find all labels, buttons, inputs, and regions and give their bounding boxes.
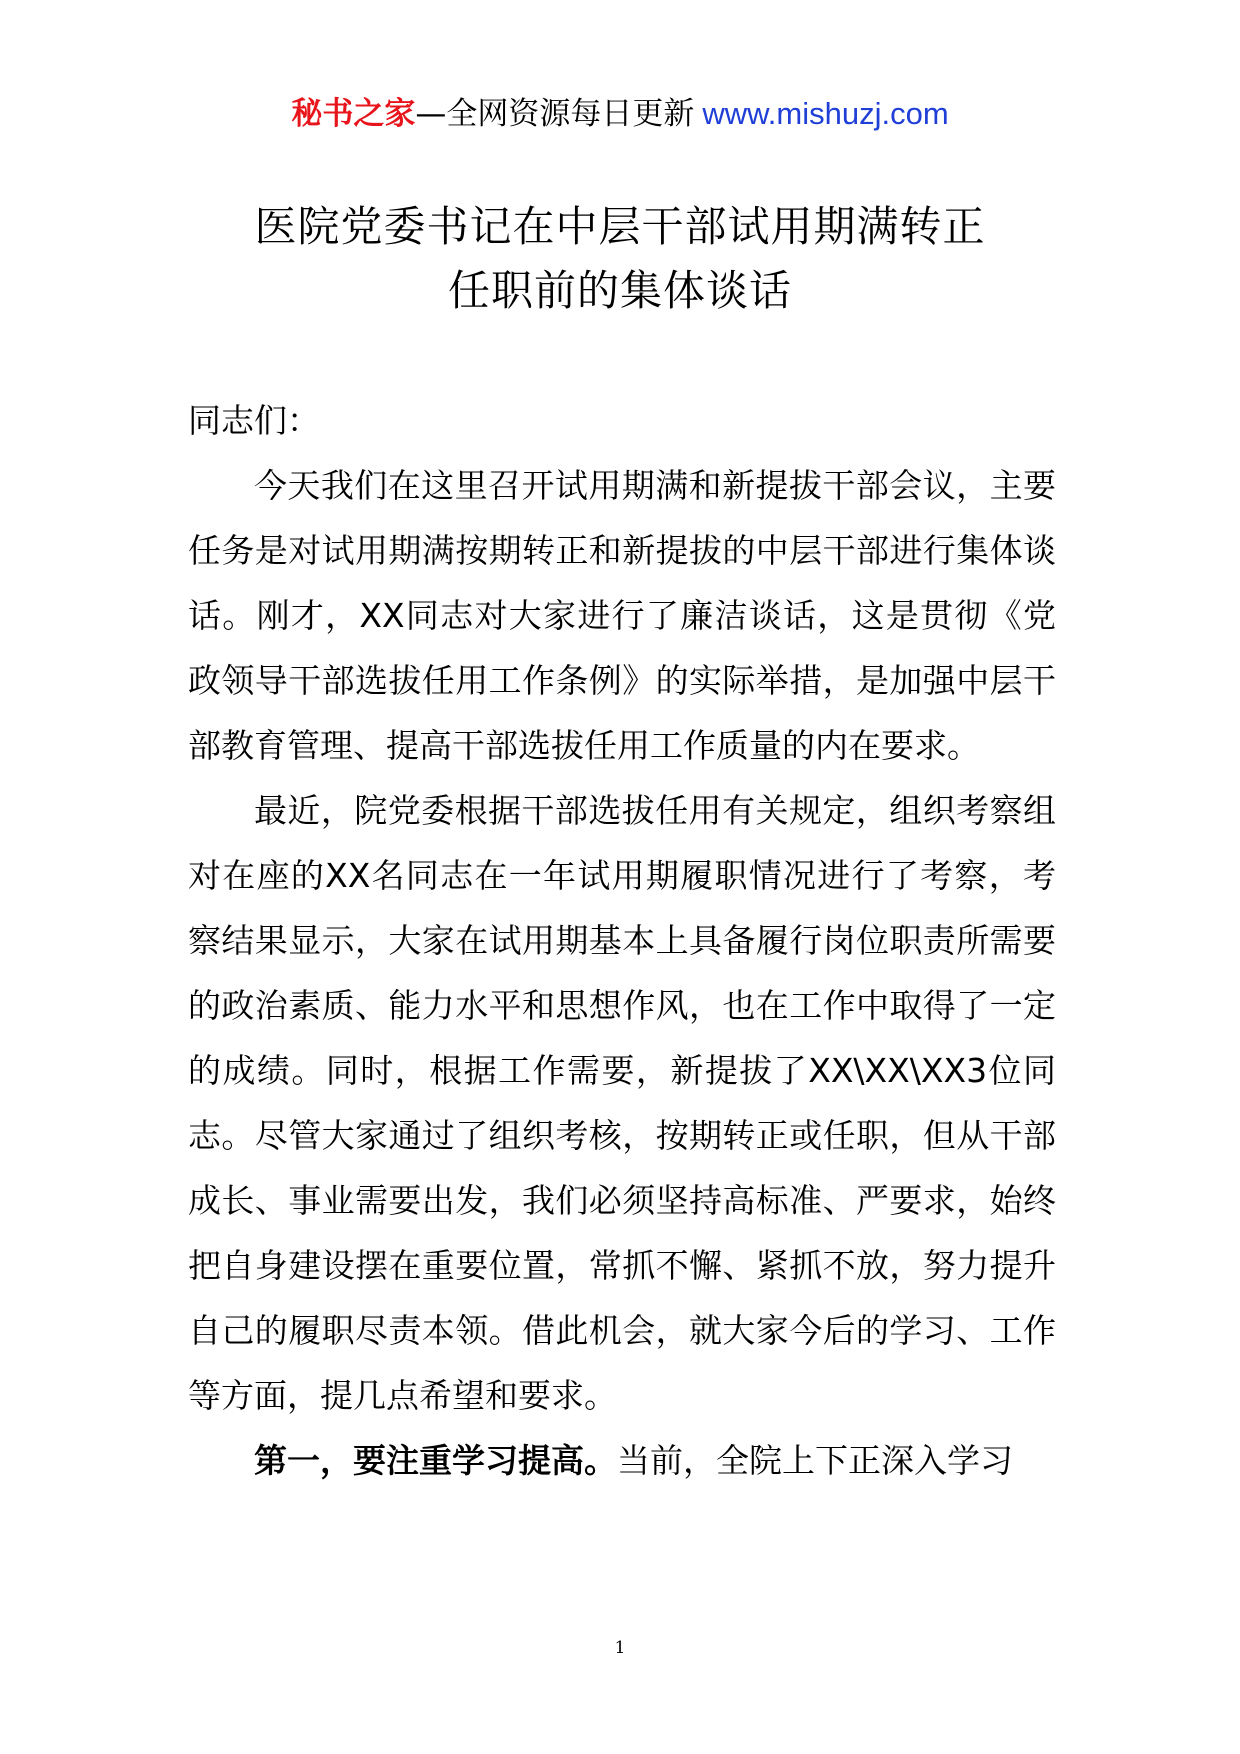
- paragraph-2: 最近，院党委根据干部选拔任用有关规定，组织考察组对在座的XX名同志在一年试用期履职情况进行了考察，考察结果显示，大家在试用期基本上具备履行岗位职责所需要的政治素质、能力水平和思想作风，也在工作中取得了一定的成绩。同时，根据工作需要，新提拔了XX\XX\XX3位同志。尽管大家通过了组织考核，按期转正或任职，但从干部成长、事业需要出发，我们必须坚持高标准、严要求，始终把自身建设摆在重要位置，常抓不懈、紧抓不放，努力提升自己的履职尽责本领。借此机会，就大家今后的学习、工作等方面，提几点希望和要求。: [188, 791, 1056, 1415]
- paragraph-1: 今天我们在这里召开试用期满和新提拔干部会议，主要任务是对试用期满按期转正和新提拔的中层干部进行集体谈话。刚才，XX同志对大家进行了廉洁谈话，这是贯彻《党政领导干部选拔任用工作条例》的实际举措，是加强中层干部教育管理、提高干部选拔任用工作质量的内在要求。: [188, 466, 1056, 765]
- document-title-line-1: 医院党委书记在中层干部试用期满转正: [254, 202, 986, 251]
- site-brand: 秘书之家: [291, 96, 416, 132]
- document-title-line-2: 任职前的集体谈话: [447, 266, 792, 315]
- paragraph-3-lead: 第一，要注重学习提高。: [254, 1441, 617, 1480]
- paragraph-3: [188, 1428, 1056, 1493]
- paragraph-3-text: 当前，全院上下正深入学习: [617, 1441, 1013, 1480]
- site-url-link[interactable]: www.mishuzj.com: [702, 96, 949, 131]
- page-number: 1: [614, 1638, 626, 1658]
- document-title: [0, 195, 1240, 323]
- site-tagline: —全网资源每日更新: [415, 96, 695, 132]
- site-header: [0, 94, 1240, 134]
- document-body: [188, 388, 1056, 1493]
- salutation: 同志们：: [188, 401, 320, 440]
